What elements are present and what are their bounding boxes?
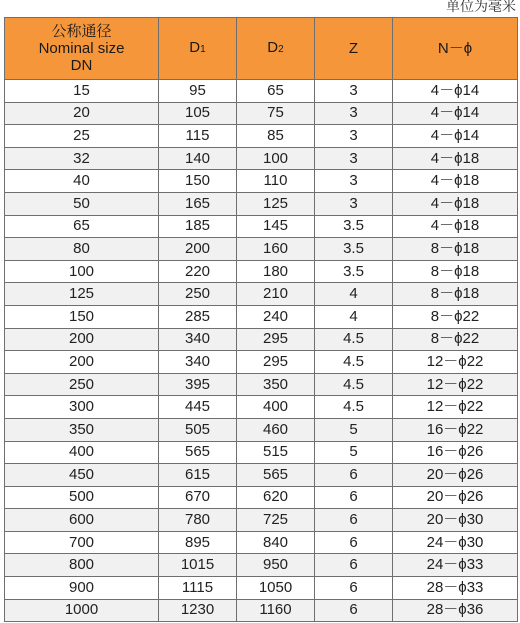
table-row: [5, 486, 518, 509]
header-nominal-size-en: Nominal size: [38, 40, 125, 57]
cell-dn: 700: [5, 531, 159, 554]
cell-n-phi: 4－ϕ14: [393, 125, 518, 148]
table-body: [5, 80, 518, 622]
cell-z: 4.5: [315, 328, 393, 351]
cell-z: 5: [315, 441, 393, 464]
table-row: [5, 238, 518, 261]
cell-n-phi: 8－ϕ18: [393, 260, 518, 283]
cell-d2: 110: [237, 170, 315, 193]
cell-d2: 950: [237, 554, 315, 577]
cell-z: 4.5: [315, 351, 393, 374]
cell-d2: 75: [237, 102, 315, 125]
cell-d1: 115: [159, 125, 237, 148]
header-d2-main: D: [267, 39, 279, 56]
table-row: [5, 147, 518, 170]
cell-d1: 1115: [159, 577, 237, 600]
cell-dn: 20: [5, 102, 159, 125]
cell-n-phi: 20－ϕ26: [393, 486, 518, 509]
cell-dn: 25: [5, 125, 159, 148]
cell-n-phi: 4－ϕ14: [393, 102, 518, 125]
cell-d2: 180: [237, 260, 315, 283]
cell-d2: 125: [237, 192, 315, 215]
cell-d1: 895: [159, 531, 237, 554]
cell-dn: 100: [5, 260, 159, 283]
cell-z: 3: [315, 147, 393, 170]
table-row: [5, 396, 518, 419]
cell-d2: 400: [237, 396, 315, 419]
flange-dimension-table: [4, 17, 518, 622]
cell-dn: 450: [5, 464, 159, 487]
cell-d2: 295: [237, 328, 315, 351]
cell-dn: 50: [5, 192, 159, 215]
cell-n-phi: 24－ϕ30: [393, 531, 518, 554]
cell-dn: 350: [5, 418, 159, 441]
cell-n-phi: 20－ϕ30: [393, 509, 518, 532]
cell-n-phi: 16－ϕ26: [393, 441, 518, 464]
cell-dn: 400: [5, 441, 159, 464]
table-row: [5, 464, 518, 487]
cell-dn: 200: [5, 351, 159, 374]
header-nominal-size-zh: 公称通径: [51, 22, 112, 40]
cell-d1: 1230: [159, 599, 237, 622]
unit-note: 单位为毫米: [446, 0, 516, 15]
cell-z: 4.5: [315, 373, 393, 396]
table-row: [5, 351, 518, 374]
cell-d1: 670: [159, 486, 237, 509]
cell-d1: 150: [159, 170, 237, 193]
cell-d2: 515: [237, 441, 315, 464]
table-row: [5, 305, 518, 328]
cell-d2: 295: [237, 351, 315, 374]
cell-dn: 900: [5, 577, 159, 600]
table-row: [5, 80, 518, 103]
cell-d1: 285: [159, 305, 237, 328]
cell-z: 5: [315, 418, 393, 441]
table-row: [5, 170, 518, 193]
cell-z: 6: [315, 577, 393, 600]
table-row: [5, 599, 518, 622]
header-z: Z: [315, 18, 393, 80]
cell-n-phi: 12－ϕ22: [393, 373, 518, 396]
cell-d2: 460: [237, 418, 315, 441]
cell-d1: 165: [159, 192, 237, 215]
cell-z: 6: [315, 509, 393, 532]
cell-d2: 145: [237, 215, 315, 238]
cell-d1: 340: [159, 351, 237, 374]
cell-z: 4.5: [315, 396, 393, 419]
table-row: [5, 192, 518, 215]
cell-d2: 85: [237, 125, 315, 148]
cell-z: 3: [315, 125, 393, 148]
table-row: [5, 215, 518, 238]
header-d1-main: D: [189, 39, 201, 56]
cell-n-phi: 8－ϕ18: [393, 238, 518, 261]
cell-dn: 125: [5, 283, 159, 306]
header-row: [5, 18, 518, 80]
table-row: [5, 283, 518, 306]
header-nominal-size-abbr: DN: [70, 57, 93, 74]
cell-n-phi: 12－ϕ22: [393, 351, 518, 374]
cell-dn: 40: [5, 170, 159, 193]
cell-n-phi: 8－ϕ18: [393, 283, 518, 306]
cell-d1: 615: [159, 464, 237, 487]
cell-dn: 80: [5, 238, 159, 261]
cell-d1: 395: [159, 373, 237, 396]
cell-d2: 350: [237, 373, 315, 396]
cell-z: 6: [315, 554, 393, 577]
cell-n-phi: 4－ϕ18: [393, 215, 518, 238]
cell-n-phi: 12－ϕ22: [393, 396, 518, 419]
cell-d1: 780: [159, 509, 237, 532]
cell-d1: 250: [159, 283, 237, 306]
cell-n-phi: 24－ϕ33: [393, 554, 518, 577]
cell-d2: 160: [237, 238, 315, 261]
cell-n-phi: 4－ϕ14: [393, 80, 518, 103]
cell-dn: 600: [5, 509, 159, 532]
header-n-phi: N－ϕ: [393, 18, 518, 80]
header-d1-sub: 1: [200, 44, 206, 55]
cell-dn: 150: [5, 305, 159, 328]
table-row: [5, 125, 518, 148]
cell-d2: 565: [237, 464, 315, 487]
cell-d1: 140: [159, 147, 237, 170]
table-row: [5, 102, 518, 125]
cell-n-phi: 28－ϕ33: [393, 577, 518, 600]
table-row: [5, 260, 518, 283]
cell-d1: 95: [159, 80, 237, 103]
header-d2: [237, 18, 315, 80]
cell-d1: 340: [159, 328, 237, 351]
cell-n-phi: 8－ϕ22: [393, 305, 518, 328]
cell-d1: 185: [159, 215, 237, 238]
cell-dn: 32: [5, 147, 159, 170]
cell-z: 4: [315, 283, 393, 306]
table-row: [5, 373, 518, 396]
table-row: [5, 441, 518, 464]
table-row: [5, 328, 518, 351]
header-d1: [159, 18, 237, 80]
cell-d2: 65: [237, 80, 315, 103]
cell-z: 6: [315, 464, 393, 487]
header-d2-sub: 2: [278, 44, 284, 55]
cell-n-phi: 4－ϕ18: [393, 170, 518, 193]
header-nominal-size: [5, 18, 159, 80]
cell-n-phi: 16－ϕ22: [393, 418, 518, 441]
cell-d1: 445: [159, 396, 237, 419]
cell-d2: 210: [237, 283, 315, 306]
cell-d2: 1050: [237, 577, 315, 600]
cell-dn: 1000: [5, 599, 159, 622]
cell-dn: 800: [5, 554, 159, 577]
cell-dn: 65: [5, 215, 159, 238]
cell-dn: 300: [5, 396, 159, 419]
cell-z: 6: [315, 599, 393, 622]
cell-d2: 840: [237, 531, 315, 554]
cell-z: 3.5: [315, 260, 393, 283]
cell-z: 3: [315, 102, 393, 125]
cell-d2: 1160: [237, 599, 315, 622]
cell-dn: 15: [5, 80, 159, 103]
cell-d2: 725: [237, 509, 315, 532]
cell-n-phi: 8－ϕ22: [393, 328, 518, 351]
cell-dn: 200: [5, 328, 159, 351]
cell-d1: 105: [159, 102, 237, 125]
cell-z: 3.5: [315, 215, 393, 238]
cell-z: 6: [315, 531, 393, 554]
table-header: [5, 18, 518, 80]
cell-z: 3: [315, 80, 393, 103]
cell-d1: 220: [159, 260, 237, 283]
cell-d1: 505: [159, 418, 237, 441]
cell-dn: 500: [5, 486, 159, 509]
cell-d1: 565: [159, 441, 237, 464]
table-row: [5, 577, 518, 600]
cell-z: 3: [315, 192, 393, 215]
table-row: [5, 509, 518, 532]
table-row: [5, 418, 518, 441]
cell-dn: 250: [5, 373, 159, 396]
cell-z: 3: [315, 170, 393, 193]
cell-z: 4: [315, 305, 393, 328]
cell-n-phi: 20－ϕ26: [393, 464, 518, 487]
cell-n-phi: 4－ϕ18: [393, 147, 518, 170]
cell-d2: 100: [237, 147, 315, 170]
cell-d1: 1015: [159, 554, 237, 577]
cell-d2: 620: [237, 486, 315, 509]
table-row: [5, 554, 518, 577]
cell-n-phi: 28－ϕ36: [393, 599, 518, 622]
table-row: [5, 531, 518, 554]
cell-z: 3.5: [315, 238, 393, 261]
cell-d1: 200: [159, 238, 237, 261]
cell-d2: 240: [237, 305, 315, 328]
cell-n-phi: 4－ϕ18: [393, 192, 518, 215]
cell-z: 6: [315, 486, 393, 509]
